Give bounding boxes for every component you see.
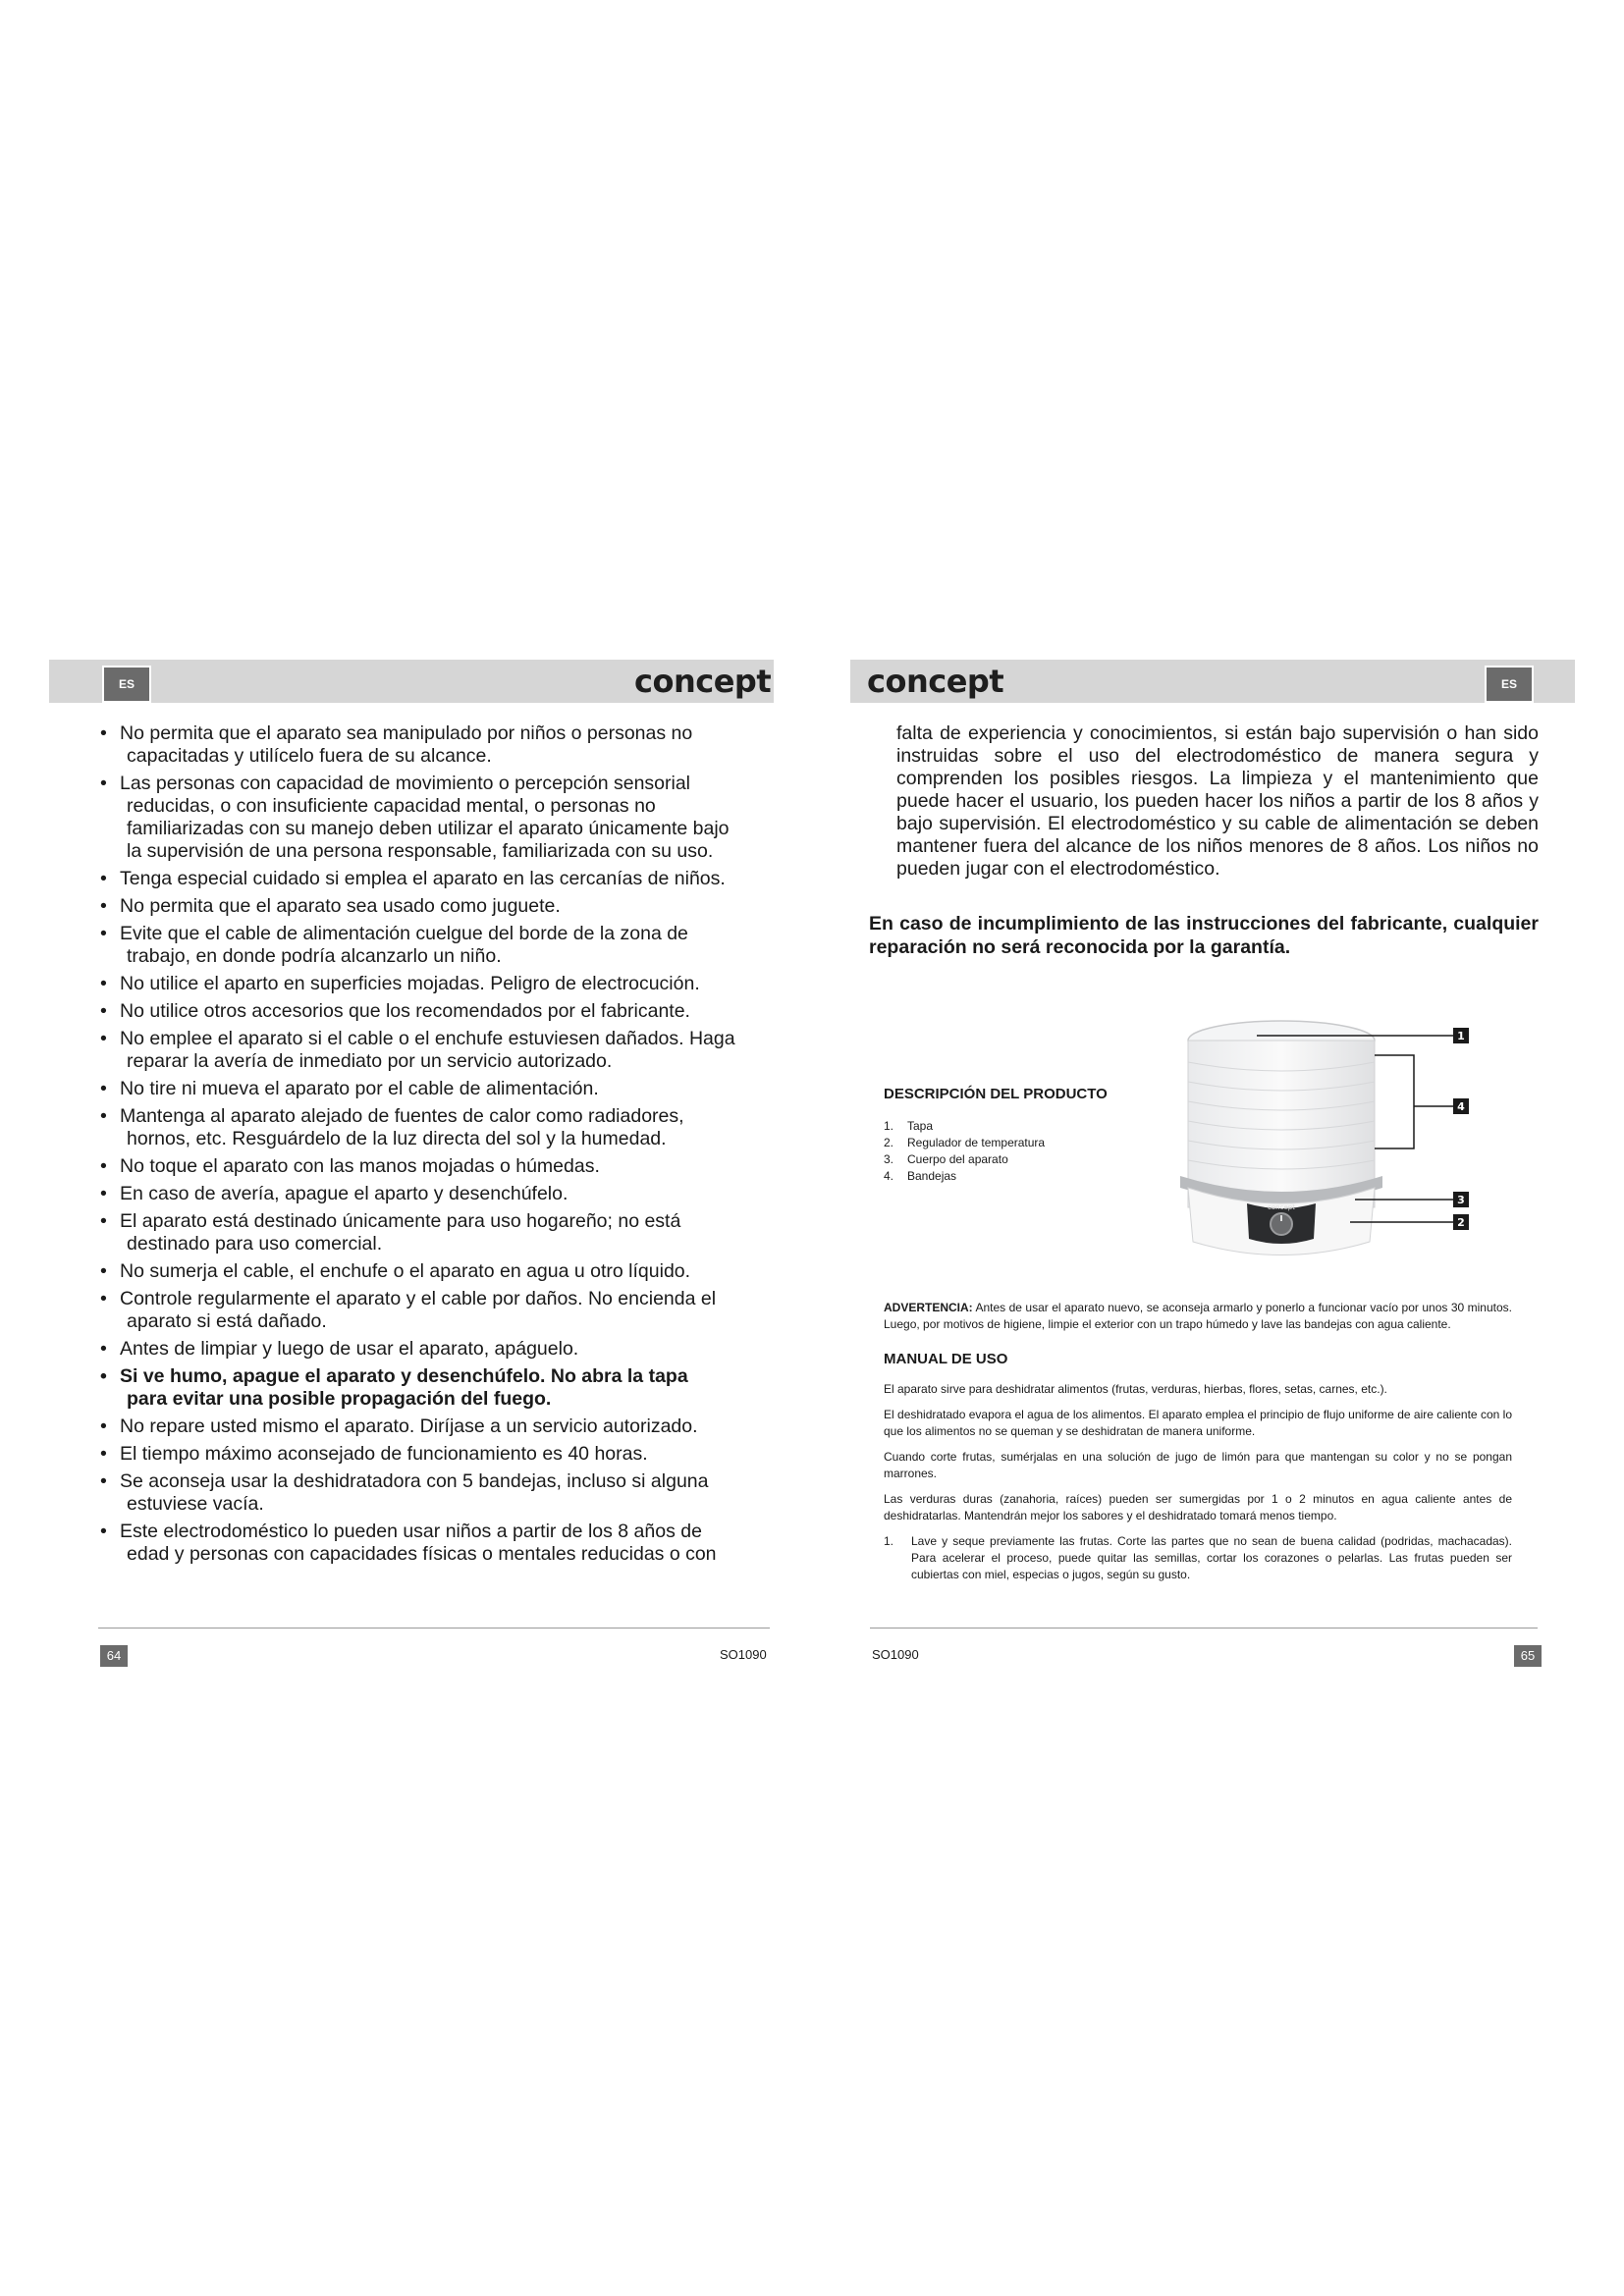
parts-list xyxy=(884,1118,1178,1185)
instruction-line: para evitar una posible propagación del fuego. xyxy=(127,1388,552,1410)
safety-instruction-item xyxy=(98,1000,770,1023)
safety-instructions-list xyxy=(98,722,770,1566)
instruction-line: No tire ni mueva el aparato por el cable de alimentación. xyxy=(120,1078,599,1099)
safety-instruction-item xyxy=(98,1210,770,1255)
safety-instruction-item xyxy=(98,1105,770,1150)
manual-paragraph: Cuando corte frutas, sumérjalas en una solución de jugo de limón para que mantengan su color y no se pongan marrones. xyxy=(884,1450,1512,1480)
page-number-left: 64 xyxy=(100,1645,128,1667)
parts-list-item: 3. Cuerpo del aparato xyxy=(884,1152,1008,1166)
parts-list-item: 2. Regulador de temperatura xyxy=(884,1136,1046,1149)
manual-step: 1. Lave y seque previamente las frutas. Corte las partes que no sean de buena calidad (podridas, machacadas). Para acelerar el proceso, puede quitar las semillas, cortar los corazones o pelarlas. Las frutas pueden ser cubiertas con miel, especias o jugos, según su gusto. xyxy=(884,1534,1512,1581)
safety-continuation-text: falta de experiencia y conocimientos, si están bajo supervisión o han sido instruidas sobre el uso del electrodoméstico de manera segura y comprenden los posibles riesgos. La limpieza y el mantenimiento que puede hacer el usuario, los pueden hacer los niños a partir de los 8 años y bajo supervisión. El electrodoméstico y su cable de alimentación se deben mantener fuera del alcance de los niños menores de 8 años. Los niños no pueden jugar con el electrodoméstico. xyxy=(896,722,1539,880)
instruction-line: la supervisión de una persona responsable, familiarizada con su uso. xyxy=(127,840,714,862)
footer-divider-left xyxy=(98,1628,770,1629)
instruction-line: El aparato está destinado únicamente para uso hogareño; no está xyxy=(120,1210,681,1232)
instruction-line: En caso de avería, apague el aparto y desenchúfelo. xyxy=(120,1183,568,1204)
page-number-right: 65 xyxy=(1514,1645,1542,1667)
safety-instruction-item xyxy=(98,973,770,995)
instruction-line: Controle regularmente el aparato y el cable por daños. No encienda el xyxy=(120,1288,717,1309)
manual-paragraph: El deshidratado evapora el agua de los alimentos. El aparato emplea el principio de flujo uniforme de aire caliente con lo que los alimentos no se queman y se deshidratan de manera uniforme. xyxy=(884,1408,1512,1438)
instruction-line: No emplee el aparato si el cable o el enchufe estuviesen dañados. Haga xyxy=(120,1028,735,1049)
product-description xyxy=(884,1086,1178,1185)
instruction-line: estuviese vacía. xyxy=(127,1493,264,1515)
footer-divider-right xyxy=(870,1628,1538,1629)
safety-instruction-item xyxy=(98,1260,770,1283)
instruction-line: Evite que el cable de alimentación cuelgue del borde de la zona de xyxy=(120,923,688,944)
brand-logo-left: concept xyxy=(634,663,772,700)
safety-instruction-item xyxy=(98,1338,770,1361)
parts-list-item: 4. Bandejas xyxy=(884,1169,957,1183)
safety-instruction-item xyxy=(98,1183,770,1205)
warning-paragraph xyxy=(884,1300,1512,1333)
instruction-line: trabajo, en donde podría alcanzarlo un niño. xyxy=(127,945,502,967)
callout-markers xyxy=(1453,1028,1469,1230)
instruction-line: capacitadas y utilícelo fuera de su alcance. xyxy=(127,745,492,767)
usage-section xyxy=(884,1300,1512,1583)
safety-instruction-item xyxy=(98,1415,770,1438)
instruction-line: edad y personas con capacidades físicas o mentales reducidas o con xyxy=(127,1543,717,1565)
safety-instruction-item xyxy=(98,1078,770,1100)
instruction-line: hornos, etc. Resguárdelo de la luz directa del sol y la humedad. xyxy=(127,1128,667,1149)
warning-text: Antes de usar el aparato nuevo, se aconseja armarlo y ponerlo a funcionar vacío por unos 30 minutos. Luego, por motivos de higiene, limpie el exterior con un trapo húmedo y lave las bandejas con agua caliente. xyxy=(884,1301,1512,1331)
instruction-line: No toque el aparato con las manos mojadas o húmedas. xyxy=(120,1155,600,1177)
language-badge-left: ES xyxy=(102,666,151,703)
trays-stack xyxy=(1188,1041,1375,1207)
instruction-line: Este electrodoméstico lo pueden usar niños a partir de los 8 años de xyxy=(120,1521,702,1542)
instruction-line: Mantenga al aparato alejado de fuentes de calor como radiadores, xyxy=(120,1105,684,1127)
instruction-line: Las personas con capacidad de movimiento o percepción sensorial xyxy=(120,773,691,794)
safety-instruction-item xyxy=(98,923,770,968)
instruction-line: Se aconseja usar la deshidratadora con 5 bandejas, incluso si alguna xyxy=(120,1470,709,1492)
instruction-line: Si ve humo, apague el aparato y desenchúfelo. No abra la tapa xyxy=(120,1365,688,1387)
instruction-line: No utilice el aparto en superficies mojadas. Peligro de electrocución. xyxy=(120,973,700,994)
instruction-line: El tiempo máximo aconsejado de funcionamiento es 40 horas. xyxy=(120,1443,648,1465)
instruction-line: No utilice otros accesorios que los recomendados por el fabricante. xyxy=(120,1000,690,1022)
safety-instruction-item xyxy=(98,895,770,918)
parts-list-item: 1. Tapa xyxy=(884,1119,934,1133)
right-page-content xyxy=(869,722,1539,959)
instruction-line: reducidas, o con insuficiente capacidad mental, o personas no xyxy=(127,795,656,817)
safety-instruction-item xyxy=(98,722,770,768)
product-description-title: DESCRIPCIÓN DEL PRODUCTO xyxy=(884,1086,1108,1102)
language-badge-right: ES xyxy=(1485,666,1534,703)
callout-number: 3 xyxy=(1457,1194,1465,1206)
safety-instruction-item xyxy=(98,868,770,890)
safety-instruction-item xyxy=(98,1155,770,1178)
instruction-line: No sumerja el cable, el enchufe o el aparato en agua u otro líquido. xyxy=(120,1260,691,1282)
instruction-line: Tenga especial cuidado si emplea el aparato en las cercanías de niños. xyxy=(120,868,726,889)
device-brand-label: concept xyxy=(1268,1203,1295,1211)
safety-instruction-item xyxy=(98,1028,770,1073)
manual-title: MANUAL DE USO xyxy=(884,1351,1008,1367)
warranty-notice: En caso de incumplimiento de las instrucciones del fabricante, cualquier reparación no será reconocida por la garantía. xyxy=(869,913,1539,958)
safety-instruction-item xyxy=(98,773,770,863)
model-number-right: SO1090 xyxy=(872,1647,919,1662)
instruction-line: familiarizadas con su manejo deben utilizar el aparato únicamente bajo xyxy=(127,818,730,839)
instruction-line: No permita que el aparato sea usado como juguete. xyxy=(120,895,561,917)
brand-logo-right: concept xyxy=(867,663,1004,700)
safety-instruction-item xyxy=(98,1443,770,1466)
manual-paragraph: Las verduras duras (zanahoria, raíces) pueden ser sumergidas por 1 o 2 minutos en agua caliente antes de deshidratarlas. Mantendrán mejor los sabores y el deshidratado tomará menos tiempo. xyxy=(884,1492,1512,1522)
instruction-line: aparato si está dañado. xyxy=(127,1310,327,1332)
instruction-line: destinado para uso comercial. xyxy=(127,1233,383,1255)
dehydrator-illustration xyxy=(1159,1011,1483,1276)
model-number-left: SO1090 xyxy=(720,1647,767,1662)
instruction-line: No repare usted mismo el aparato. Diríjase a un servicio autorizado. xyxy=(120,1415,698,1437)
safety-instruction-item xyxy=(98,1365,770,1411)
warning-label: ADVERTENCIA: xyxy=(884,1301,973,1314)
safety-instruction-item xyxy=(98,1470,770,1516)
callout-number: 4 xyxy=(1457,1100,1465,1113)
left-page-content xyxy=(98,722,770,1571)
instruction-line: No permita que el aparato sea manipulado por niños o personas no xyxy=(120,722,693,744)
callout-number: 2 xyxy=(1457,1216,1465,1229)
instruction-line: Antes de limpiar y luego de usar el aparato, apáguelo. xyxy=(120,1338,579,1360)
safety-instruction-item xyxy=(98,1288,770,1333)
manual-paragraph: El aparato sirve para deshidratar alimentos (frutas, verduras, hierbas, flores, setas, carnes, etc.). xyxy=(884,1382,1387,1396)
instruction-line: reparar la avería de inmediato por un servicio autorizado. xyxy=(127,1050,613,1072)
safety-instruction-item xyxy=(98,1521,770,1566)
manual-steps xyxy=(884,1533,1512,1583)
callout-number: 1 xyxy=(1457,1030,1465,1042)
